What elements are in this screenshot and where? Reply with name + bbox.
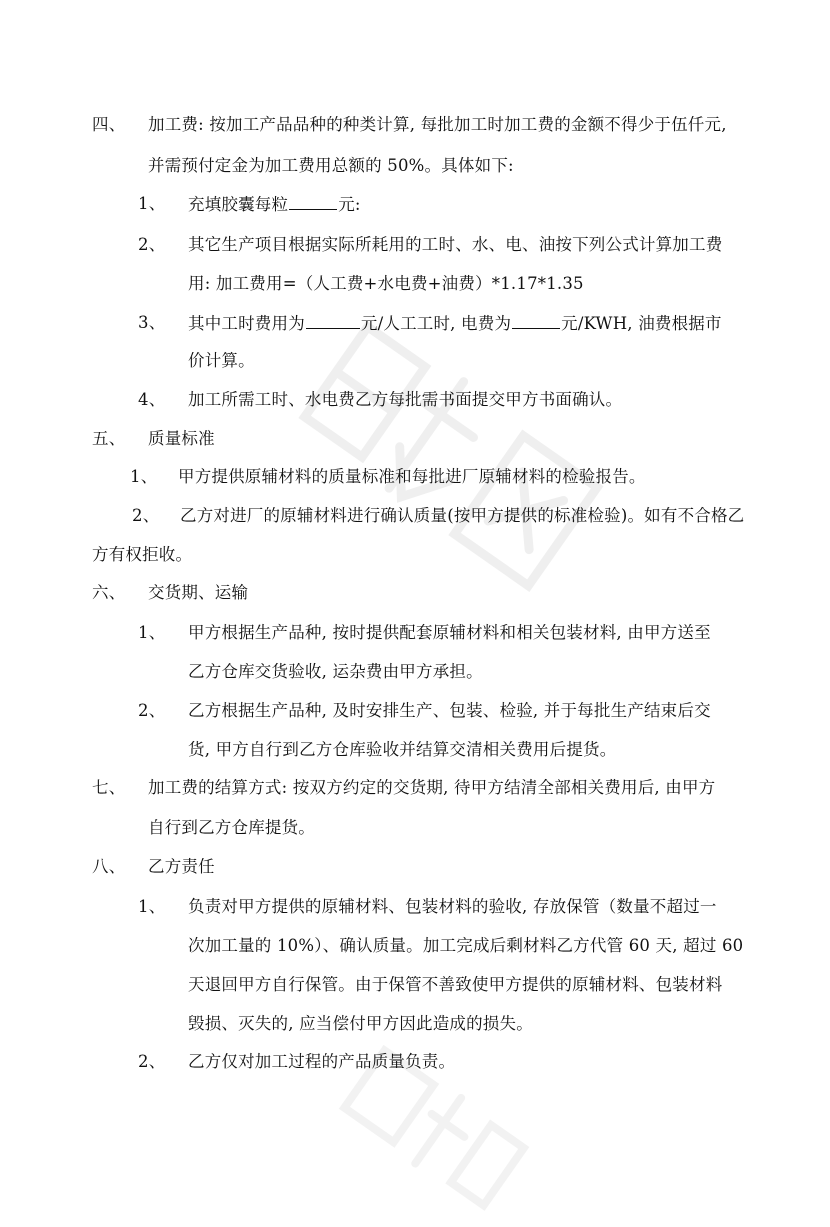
section-4-text-line2: 并需预付定金为加工费用总额的 50%。具体如下: <box>148 156 514 175</box>
section-6-number: 六、 <box>92 583 126 602</box>
section-8-title: 乙方责任 <box>148 857 215 876</box>
section-4-text-line1: 加工费: 按加工产品品种的种类计算, 每批加工时加工费的金额不得少于伍仟元, <box>148 115 727 134</box>
s4-item-3-c: 元/KWH, 油费根据市 <box>561 314 722 333</box>
s6-item-2-number: 2、 <box>138 701 166 720</box>
s4-item-3-b: 元/人工工时, 电费为 <box>360 314 512 333</box>
s6-item-2-line2: 货, 甲方自行到乙方仓库验收并结算交清相关费用后提货。 <box>188 740 617 759</box>
section-6-title: 交货期、运输 <box>148 583 249 602</box>
s5-item-2-line1: 乙方对进厂的原辅材料进行确认质量(按甲方提供的标准检验)。如有不合格乙 <box>180 506 745 525</box>
section-8-number: 八、 <box>92 857 126 876</box>
s4-item-3-a: 其中工时费用为 <box>188 314 305 333</box>
s4-item-2-number: 2、 <box>138 235 166 254</box>
s8-item-2-text: 乙方仅对加工过程的产品质量负责。 <box>188 1052 456 1071</box>
fill-blank <box>289 193 337 210</box>
section-5-number: 五、 <box>92 429 126 448</box>
s6-item-1-line2: 乙方仓库交货验收, 运杂费由甲方承担。 <box>188 662 483 681</box>
s4-item-3-line2: 价计算。 <box>188 351 255 370</box>
watermark-logo <box>271 291 639 620</box>
s5-item-2-line2: 方有权拒收。 <box>92 545 193 564</box>
fill-blank <box>306 312 360 329</box>
s4-item-1-number: 1、 <box>138 194 166 213</box>
s6-item-1-number: 1、 <box>138 623 166 642</box>
s8-item-1-line3: 天退回甲方自行保管。由于保管不善致使甲方提供的原辅材料、包装材料 <box>188 975 723 994</box>
s4-item-3-line1 <box>188 312 722 335</box>
s8-item-2-number: 2、 <box>138 1052 166 1071</box>
section-4-number: 四、 <box>92 115 126 134</box>
s4-item-2-line2: 用: 加工费用=（人工费+水电费+油费）*1.17*1.35 <box>188 274 584 293</box>
s4-item-1-pre: 充填胶囊每粒 <box>188 195 289 214</box>
section-7-line1: 加工费的结算方式: 按双方约定的交货期, 待甲方结清全部相关费用后, 由甲方 <box>148 778 716 797</box>
fill-blank <box>512 312 560 329</box>
section-5-title: 质量标准 <box>148 429 215 448</box>
s8-item-1-line4: 毁损、灭失的, 应当偿付甲方因此造成的损失。 <box>188 1014 533 1033</box>
s8-item-1-line1: 负责对甲方提供的原辅材料、包装材料的验收, 存放保管（数量不超过一 <box>188 897 717 916</box>
s5-item-2-number: 2、 <box>132 506 160 525</box>
s4-item-3-number: 3、 <box>138 313 166 332</box>
s6-item-2-line1: 乙方根据生产品种, 及时安排生产、包装、检验, 并于每批生产结束后交 <box>188 701 711 720</box>
s8-item-1-line2: 次加工量的 10%）、确认质量。加工完成后剩材料乙方代管 60 天, 超过 60 <box>188 936 744 955</box>
s4-item-2-line1: 其它生产项目根据实际所耗用的工时、水、电、油按下列公式计算加工费 <box>188 235 723 254</box>
section-7-number: 七、 <box>92 778 126 797</box>
s5-item-1-number: 1、 <box>130 467 158 486</box>
s4-item-1-text <box>188 193 361 216</box>
s4-item-4-number: 4、 <box>138 390 166 409</box>
s4-item-1-post: 元: <box>338 195 361 214</box>
s8-item-1-number: 1、 <box>138 897 166 916</box>
s5-item-1-text: 甲方提供原辅材料的质量标准和每批进厂原辅材料的检验报告。 <box>178 467 646 486</box>
s6-item-1-line1: 甲方根据生产品种, 按时提供配套原辅材料和相关包装材料, 由甲方送至 <box>188 623 711 642</box>
section-7-line2: 自行到乙方仓库提货。 <box>148 818 315 837</box>
s4-item-4-text: 加工所需工时、水电费乙方每批需书面提交甲方书面确认。 <box>188 390 623 409</box>
